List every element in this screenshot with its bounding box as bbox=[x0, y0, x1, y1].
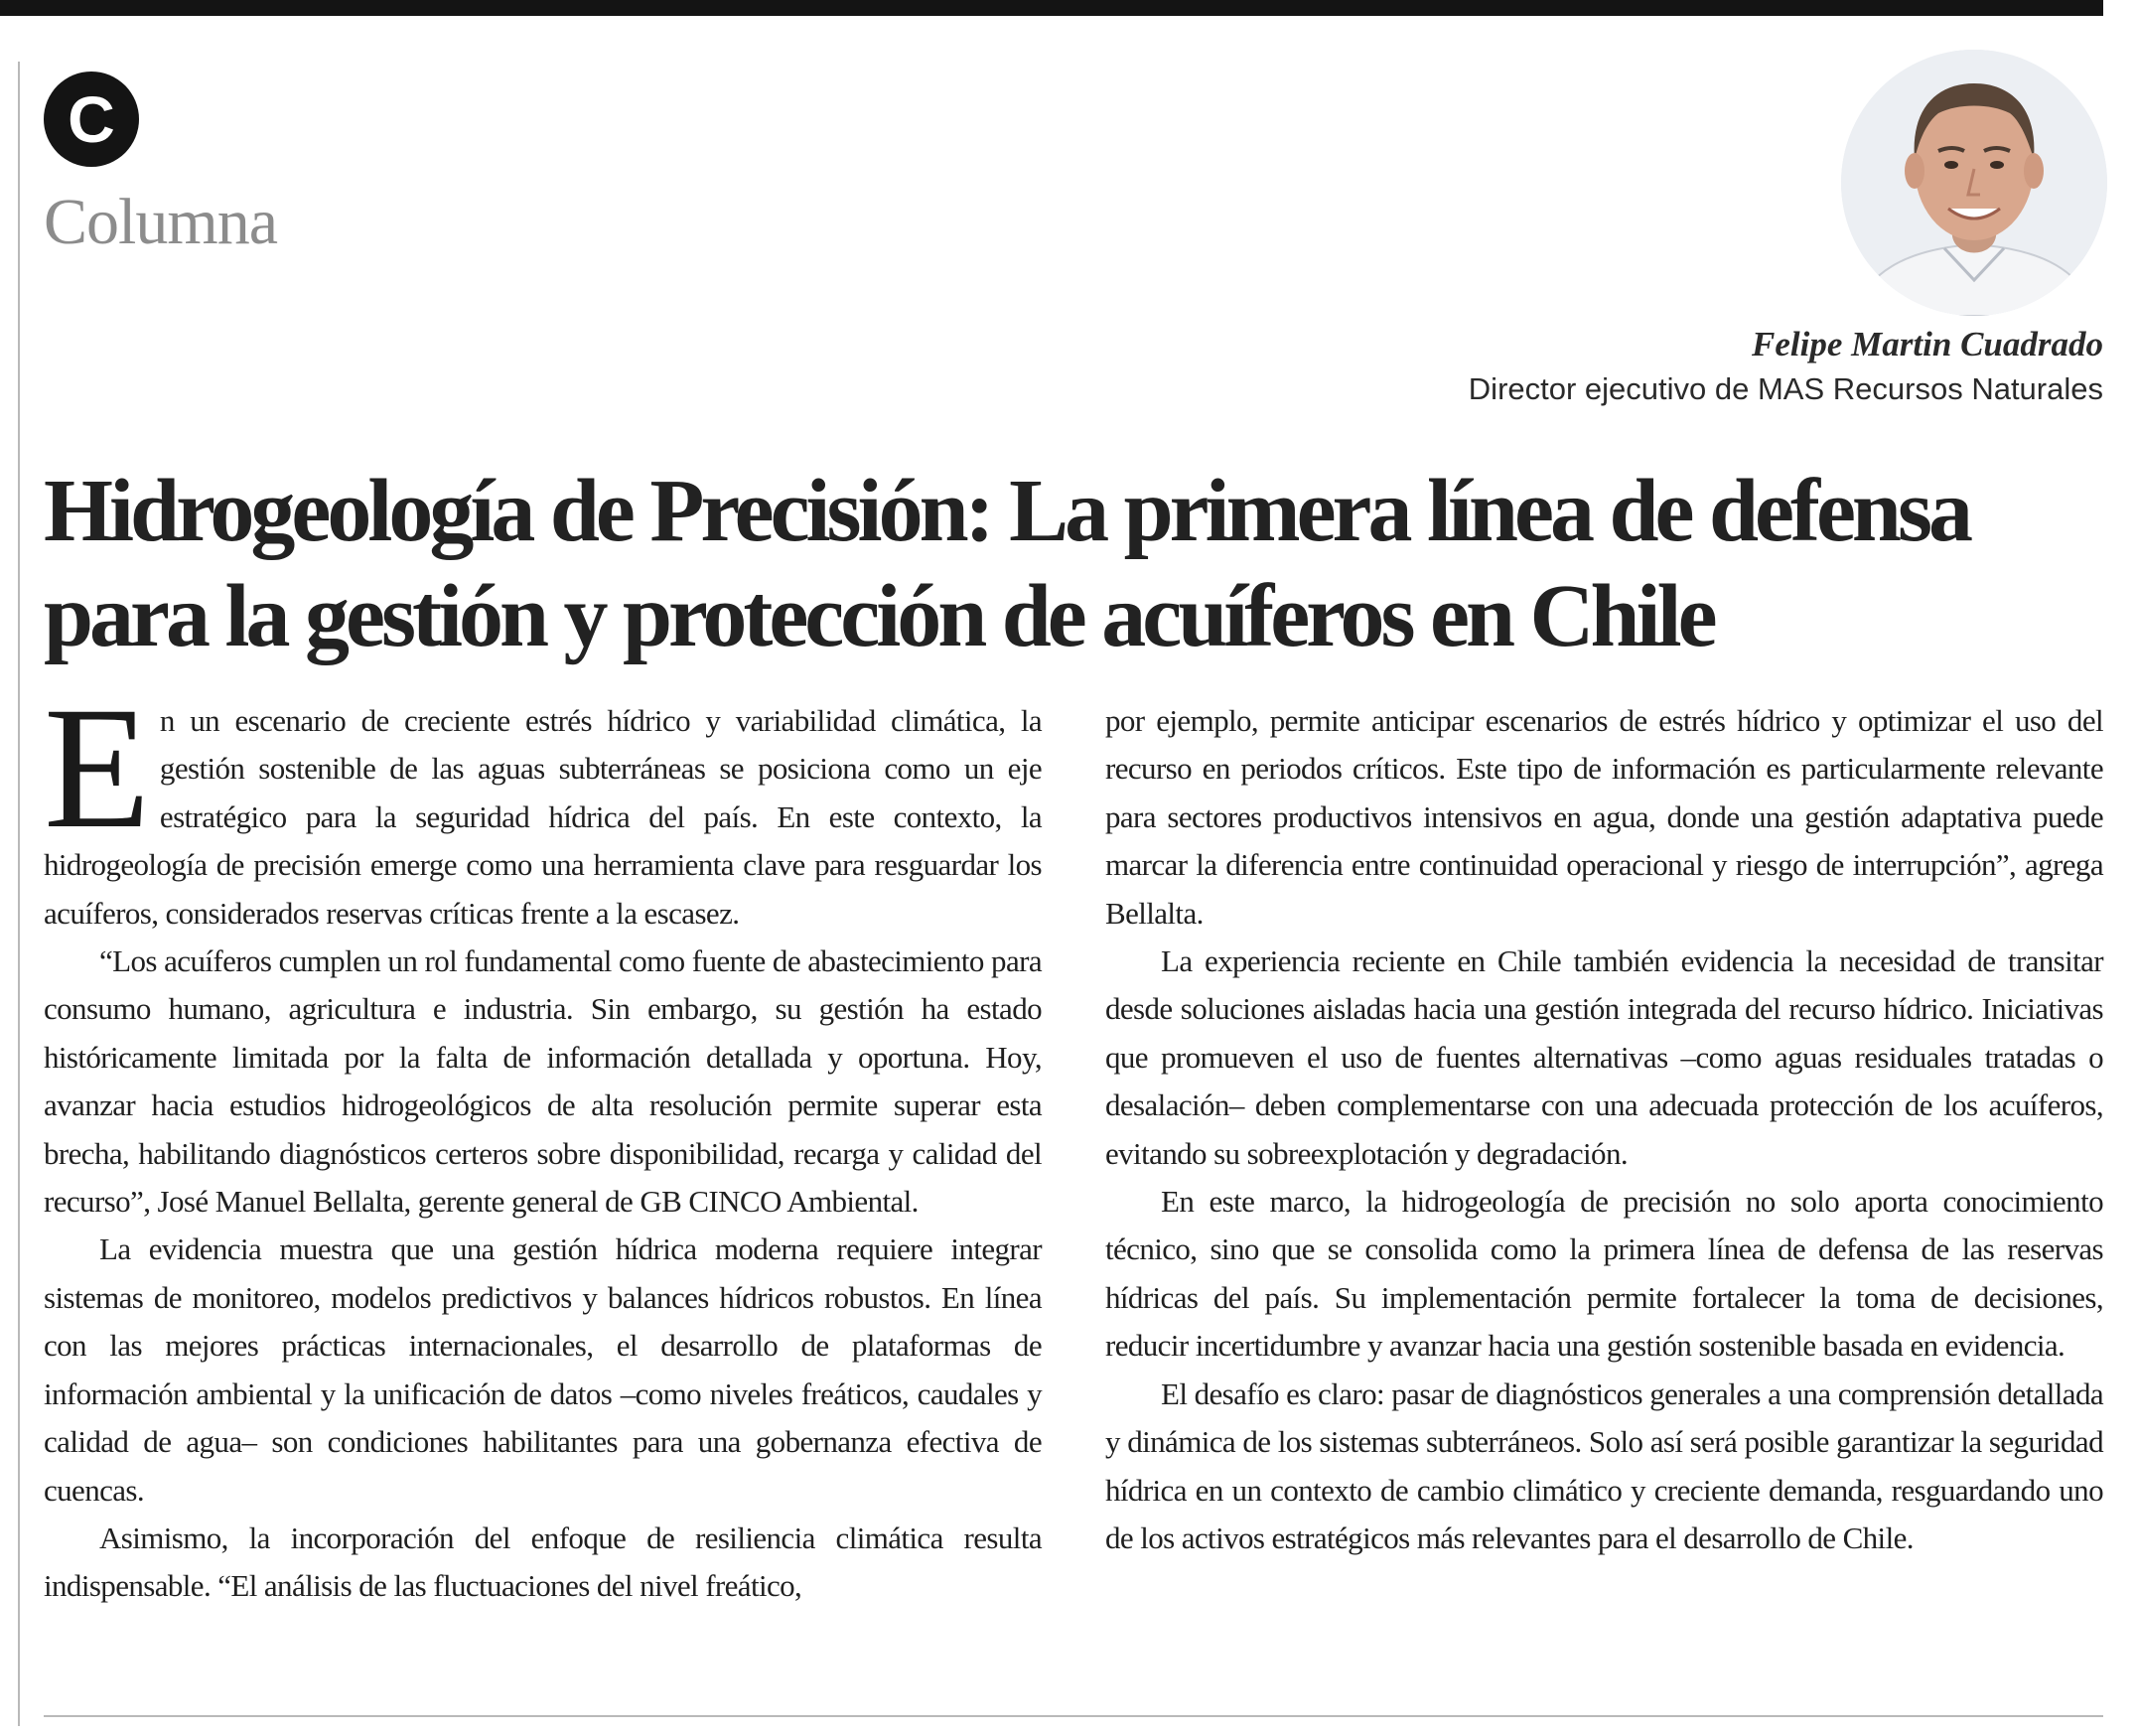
article-column-right bbox=[1105, 697, 2103, 1562]
drop-cap: E bbox=[44, 671, 150, 865]
headline-line-1: Hidrogeología de Precisión: La primera línea de defensa bbox=[44, 462, 1969, 560]
article-body bbox=[44, 671, 2103, 1720]
paragraph: El desafío es claro: pasar de diagnósticos generales a una comprensión detallada y dinámica de los sistemas subterráneos. Solo así será posible garantizar la seguridad hídrica en un contexto de cambio climático y creciente demanda, resguardando uno de los activos estratégicos más relevantes para el desarrollo de Chile. bbox=[1105, 1375, 2103, 1555]
author-role: Director ejecutivo de MAS Recursos Naturales bbox=[1468, 371, 2103, 406]
headline-line-2: para la gestión y protección de acuíferos en Chile bbox=[44, 567, 1714, 665]
section-label: Columna bbox=[44, 186, 277, 258]
paragraph: En este marco, la hidrogeología de precisión no solo aporta conocimiento técnico, sino que se consolida como la primera línea de defensa de las reservas hídricas del país. Su implementación permite fortalecer la toma de decisiones, reducir incertidumbre y avanzar hacia una gestión sostenible basada en evidencia. bbox=[1105, 1184, 2103, 1364]
paragraph: La experiencia reciente en Chile también evidencia la necesidad de transitar desde soluciones aisladas hacia una gestión integrada del recurso hídrico. Iniciativas que promueven el uso de fuentes alternativas –como aguas residuales tratadas o desalación– deben complementarse con una adecuada protección de los acuíferos, evitando su sobreexplotación y degradación. bbox=[1105, 943, 2103, 1171]
paragraph: La evidencia muestra que una gestión hídrica moderna requiere integrar sistemas de monitoreo, modelos predictivos y balances hídricos robustos. En línea con las mejores prácticas internacionales, el desarrollo de plataformas de información ambiental y la unificación de datos –como niveles freáticos, caudales y calidad de agua– son condiciones habilitantes para una gobernanza efectiva de cuencas. bbox=[44, 1231, 1042, 1508]
left-rule bbox=[18, 62, 20, 1726]
paragraph: por ejemplo, permite anticipar escenarios de estrés hídrico y optimizar el uso del recurso en periodos críticos. Este tipo de información es particularmente relevante para sectores productivos intensivos en agua, donde una gestión adaptativa puede marcar la diferencia entre continuidad operacional y riesgo de interrupción”, agrega Bellalta. bbox=[1105, 703, 2103, 931]
headline bbox=[44, 459, 2119, 669]
bottom-rule bbox=[44, 1715, 2103, 1717]
article-column-left bbox=[44, 671, 1042, 1611]
paragraph: “Los acuíferos cumplen un rol fundamental como fuente de abastecimiento para consumo humano, agricultura e industria. Sin embargo, su gestión ha estado históricamente limitada por la falta de información detallada y oportuna. Hoy, avanzar hacia estudios hidrogeológicos de alta resolución permite superar esta brecha, habilitando diagnósticos certeros sobre disponibilidad, recarga y calidad del recurso”, José Manuel Bellalta, gerente general de GB CINCO Ambiental. bbox=[44, 943, 1042, 1220]
top-rule bbox=[0, 0, 2103, 16]
author-photo bbox=[1841, 50, 2107, 316]
paragraph: Asimismo, la incorporación del enfoque de resiliencia climática resulta indispensable. “El análisis de las fluctuaciones del nivel freático, bbox=[44, 1519, 1042, 1604]
paragraph-text: n un escenario de creciente estrés hídrico y variabilidad climática, la gestión sostenible de las aguas subterráneas se posiciona como un eje estratégico para la seguridad hídrica del país. En este contexto, la hidrogeología de precisión emerge como una herramienta clave para resguardar los acuíferos, considerados reservas críticas frente a la escasez. bbox=[44, 703, 1042, 931]
author-portrait-image bbox=[1841, 50, 2107, 316]
section-badge: C bbox=[44, 72, 139, 167]
author-name: Felipe Martin Cuadrado bbox=[1752, 325, 2103, 363]
paragraph bbox=[44, 671, 1042, 938]
